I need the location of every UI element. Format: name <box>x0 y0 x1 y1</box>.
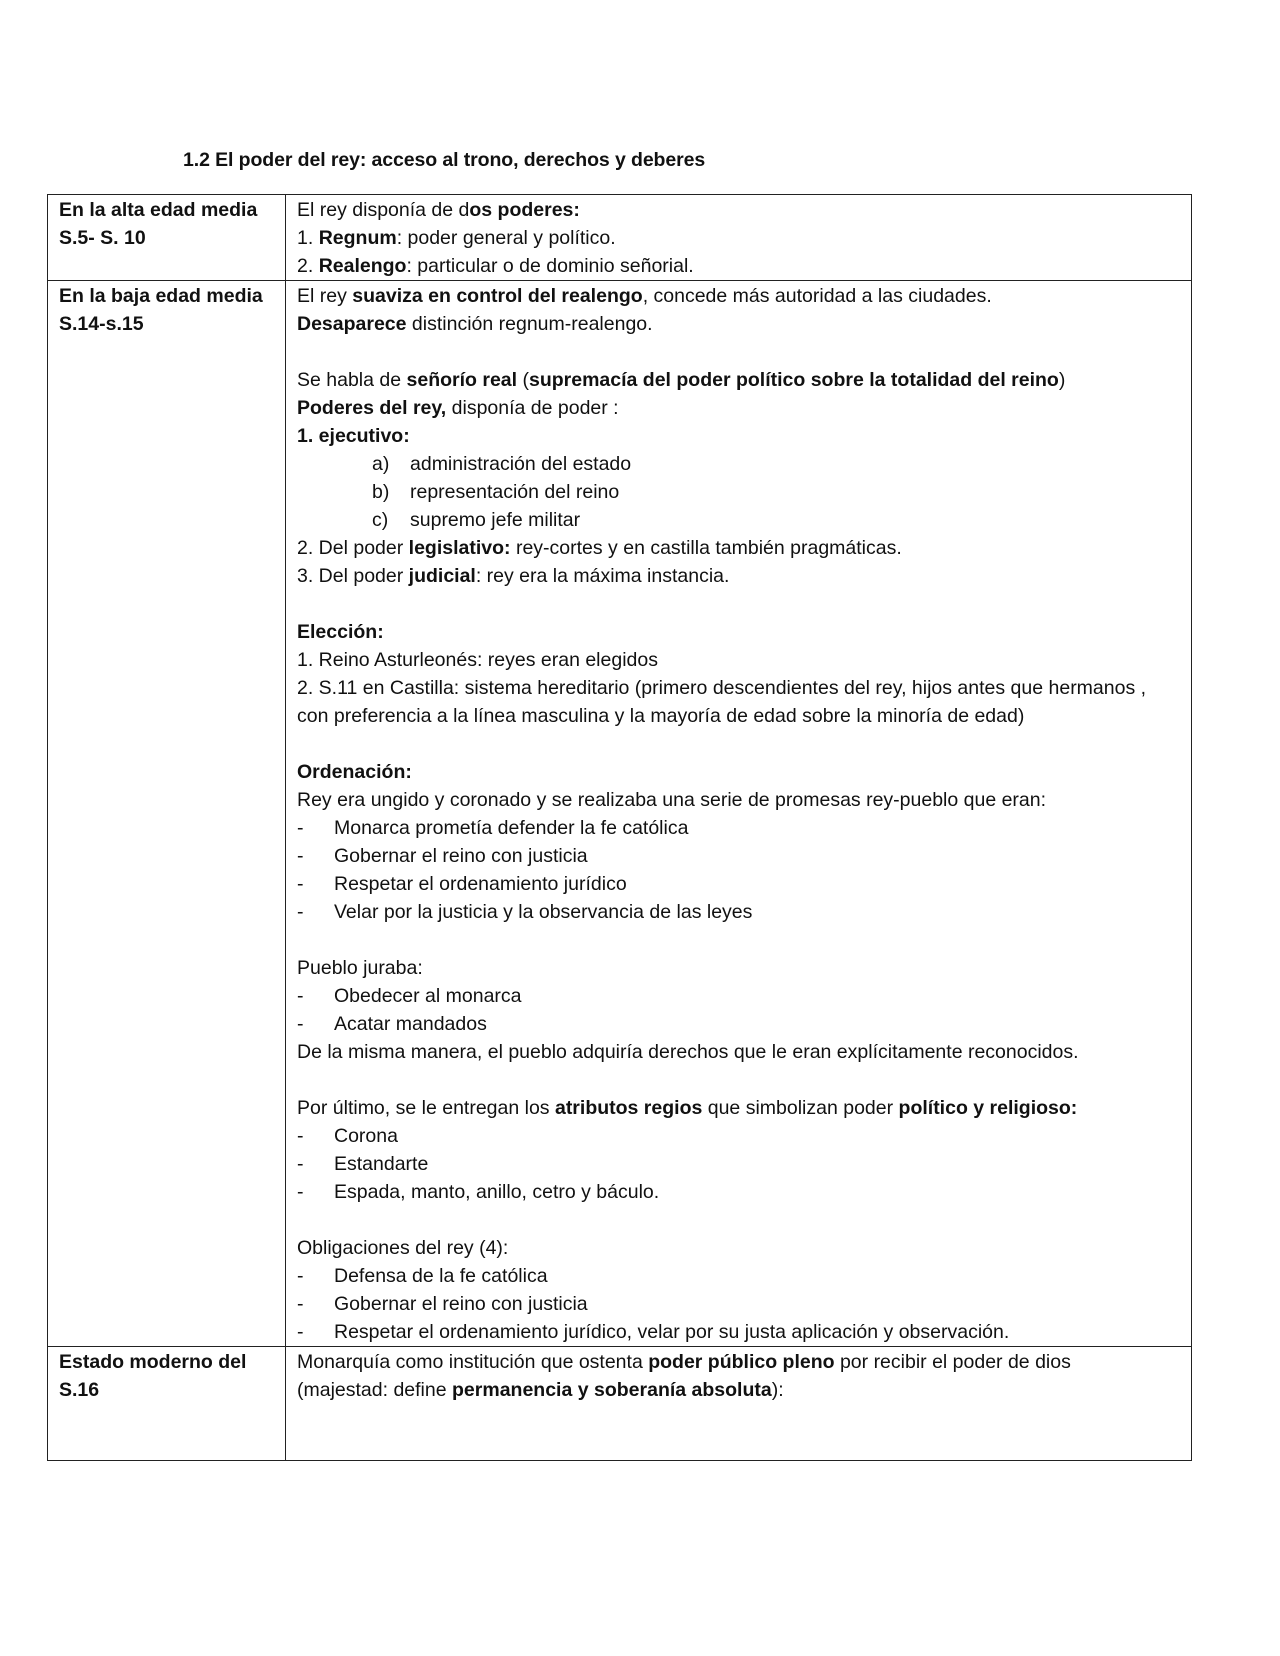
period-line: S.14-s.15 <box>59 313 144 335</box>
text-line: El rey suaviza en control del realengo, concede más autoridad a las ciudades. <box>297 285 992 307</box>
text-line: Monarquía como institución que ostenta poder público pleno por recibir el poder de dios <box>297 1351 1071 1373</box>
list-item: - Velar por la justicia y la observancia de las leyes <box>297 901 753 923</box>
text-line: (majestad: define permanencia y soberanía absoluta): <box>297 1379 784 1401</box>
list-item: 1. Regnum: poder general y político. <box>297 227 616 249</box>
text-line: 2. Del poder legislativo: rey-cortes y en castilla también pragmáticas. <box>297 537 902 559</box>
text-line: El rey disponía de dos poderes: <box>297 199 580 221</box>
table-row-baja-edad-media <box>48 281 1192 1347</box>
list-item: a) administración del estado <box>372 453 632 475</box>
list-item: - Defensa de la fe católica <box>297 1265 548 1287</box>
content-cell <box>286 195 1192 281</box>
period-line: S.16 <box>59 1379 100 1401</box>
text-line: Se habla de señorío real (supremacía del poder político sobre la totalidad del reino) <box>297 369 1066 391</box>
list-item: - Gobernar el reino con justicia <box>297 845 588 867</box>
list-item: - Acatar mandados <box>297 1013 487 1035</box>
period-line: Estado moderno del <box>59 1351 247 1373</box>
list-item: 2. Realengo: particular o de dominio señorial. <box>297 255 694 277</box>
list-item: - Estandarte <box>297 1153 429 1175</box>
section-heading: Elección: <box>297 621 384 643</box>
list-item: - Respetar el ordenamiento jurídico, velar por su justa aplicación y observación. <box>297 1321 1010 1343</box>
text-line: Pueblo juraba: <box>297 957 423 979</box>
text-line: Desaparece distinción regnum-realengo. <box>297 313 653 335</box>
period-line: S.5- S. 10 <box>59 227 146 249</box>
text-line: Por último, se le entregan los atributos regios que simbolizan poder político y religioso: <box>297 1097 1078 1119</box>
text-line: Poderes del rey, disponía de poder : <box>297 397 619 419</box>
content-cell <box>286 1347 1192 1461</box>
text-paragraph: 2. S.11 en Castilla: sistema hereditario (primero descendientes del rey, hijos antes que hermanos , con preferencia a la línea masculina y la mayoría de edad sobre la minoría de edad) <box>297 677 1147 727</box>
text-line: Rey era ungido y coronado y se realizaba una serie de promesas rey-pueblo que eran: <box>297 789 1047 811</box>
period-line: En la baja edad media <box>59 285 263 307</box>
text-line: Obligaciones del rey (4): <box>297 1237 509 1259</box>
list-item: - Monarca prometía defender la fe católica <box>297 817 689 839</box>
section-heading: Ordenación: <box>297 761 412 783</box>
content-table <box>47 194 1192 1461</box>
list-item: - Respetar el ordenamiento jurídico <box>297 873 627 895</box>
period-cell <box>48 195 286 281</box>
section-heading: 1. ejecutivo: <box>297 425 410 447</box>
list-item: - Obedecer al monarca <box>297 985 522 1007</box>
content-cell <box>286 281 1192 1347</box>
list-item: - Gobernar el reino con justicia <box>297 1293 588 1315</box>
list-item: b) representación del reino <box>372 481 620 503</box>
text-line: 1. Reino Asturleonés: reyes eran elegidos <box>297 649 658 671</box>
period-line: En la alta edad media <box>59 199 258 221</box>
list-item: - Espada, manto, anillo, cetro y báculo. <box>297 1181 660 1203</box>
text-line: 3. Del poder judicial: rey era la máxima instancia. <box>297 565 730 587</box>
list-item: - Corona <box>297 1125 398 1147</box>
period-cell <box>48 281 286 1347</box>
table-row-estado-moderno <box>48 1347 1192 1461</box>
text-line: De la misma manera, el pueblo adquiría derechos que le eran explícitamente reconocidos. <box>297 1041 1079 1063</box>
list-item: c) supremo jefe militar <box>372 509 581 531</box>
page-title: 1.2 El poder del rey: acceso al trono, derechos y deberes <box>183 149 706 171</box>
table-row-alta-edad-media <box>48 195 1192 281</box>
period-cell <box>48 1347 286 1461</box>
